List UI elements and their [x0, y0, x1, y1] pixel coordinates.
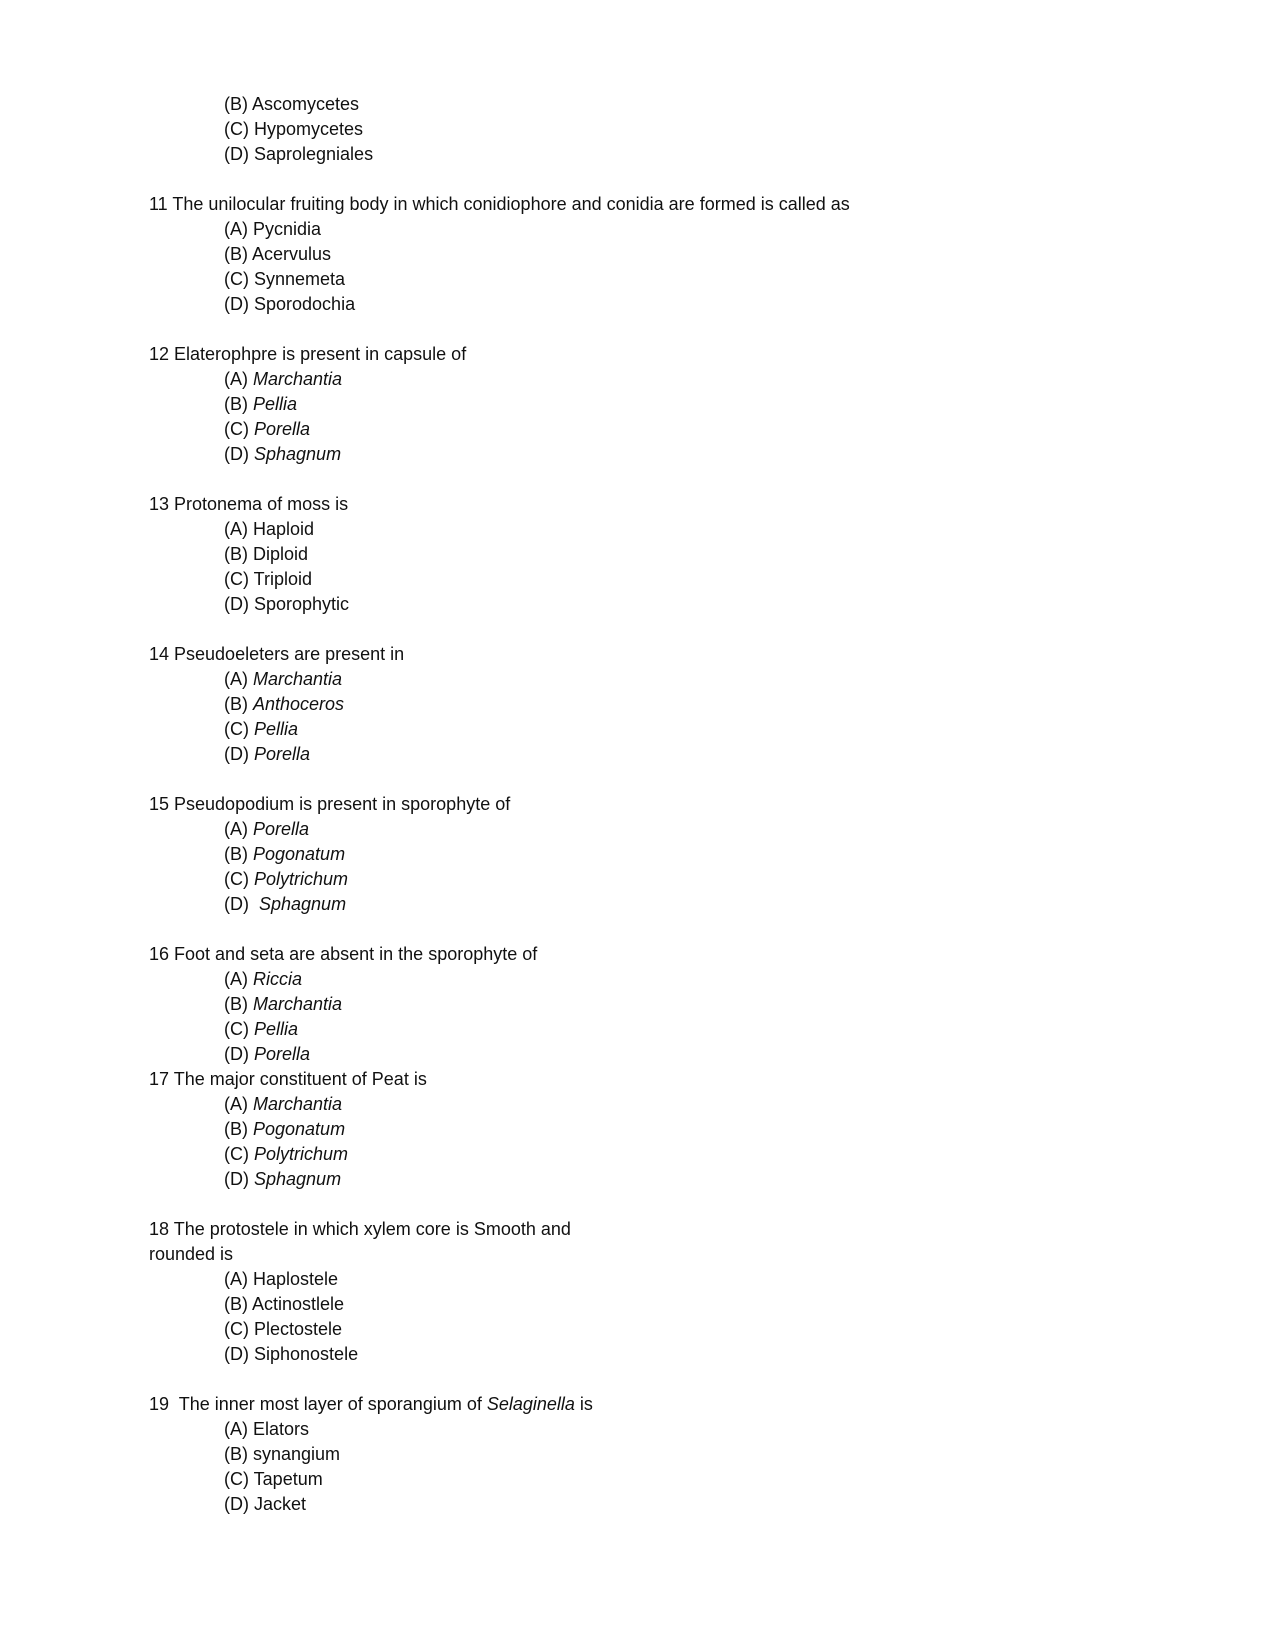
option-b: (B) Actinostlele — [224, 1294, 345, 1314]
option-d: (D) Porella — [224, 1044, 311, 1064]
option-c: (C) Synnemeta — [224, 269, 346, 289]
question-19-stem: 19 The inner most layer of sporangium of Selaginella is — [149, 1394, 593, 1414]
option-a: (A) Haploid — [224, 519, 315, 539]
option-a: (A) Riccia — [224, 969, 303, 989]
question-17-stem: 17 The major constituent of Peat is — [149, 1069, 427, 1089]
option-b: (B) Marchantia — [224, 994, 343, 1014]
option-b: (B) Ascomycetes — [224, 94, 360, 114]
question-16-stem: 16 Foot and seta are absent in the sporophyte of — [149, 944, 538, 964]
option-d: (D) Jacket — [224, 1494, 307, 1514]
question-11-stem: 11 The unilocular fruiting body in which conidiophore and conidia are formed is called as — [149, 194, 850, 214]
option-b: (B) Pogonatum — [224, 1119, 346, 1139]
option-c: (C) Tapetum — [224, 1469, 323, 1489]
option-c: (C) Pellia — [224, 719, 299, 739]
option-c: (C) Triploid — [224, 569, 313, 589]
option-a: (A) Pycnidia — [224, 219, 322, 239]
question-18-stem-continued: rounded is — [149, 1244, 234, 1264]
option-c: (C) Plectostele — [224, 1319, 343, 1339]
option-c: (C) Porella — [224, 419, 311, 439]
option-c: (C) Pellia — [224, 1019, 299, 1039]
option-c: (C) Hypomycetes — [224, 119, 364, 139]
option-d: (D) Sphagnum — [224, 444, 342, 464]
option-d: (D) Sphagnum — [224, 894, 347, 914]
option-c: (C) Polytrichum — [224, 1144, 349, 1164]
option-a: (A) Elators — [224, 1419, 310, 1439]
option-b: (B) Acervulus — [224, 244, 332, 264]
option-a: (A) Marchantia — [224, 369, 343, 389]
question-18-stem: 18 The protostele in which xylem core is Smooth and — [149, 1219, 571, 1239]
option-b: (B) Pellia — [224, 394, 298, 414]
question-15-stem: 15 Pseudopodium is present in sporophyte of — [149, 794, 511, 814]
question-13-stem: 13 Protonema of moss is — [149, 494, 349, 514]
question-14-stem: 14 Pseudoeleters are present in — [149, 644, 405, 664]
option-d: (D) Saprolegniales — [224, 144, 374, 164]
option-a: (A) Marchantia — [224, 669, 343, 689]
option-b: (B) Pogonatum — [224, 844, 346, 864]
option-a: (A) Haplostele — [224, 1269, 339, 1289]
option-a: (A) Porella — [224, 819, 310, 839]
question-12-stem: 12 Elaterophpre is present in capsule of — [149, 344, 467, 364]
option-d: (D) Sporodochia — [224, 294, 356, 314]
option-b: (B) Anthoceros — [224, 694, 345, 714]
option-b: (B) Diploid — [224, 544, 309, 564]
option-d: (D) Siphonostele — [224, 1344, 359, 1364]
option-c: (C) Polytrichum — [224, 869, 349, 889]
option-b: (B) synangium — [224, 1444, 341, 1464]
option-a: (A) Marchantia — [224, 1094, 343, 1114]
option-d: (D) Sporophytic — [224, 594, 350, 614]
option-d: (D) Porella — [224, 744, 311, 764]
option-d: (D) Sphagnum — [224, 1169, 342, 1189]
